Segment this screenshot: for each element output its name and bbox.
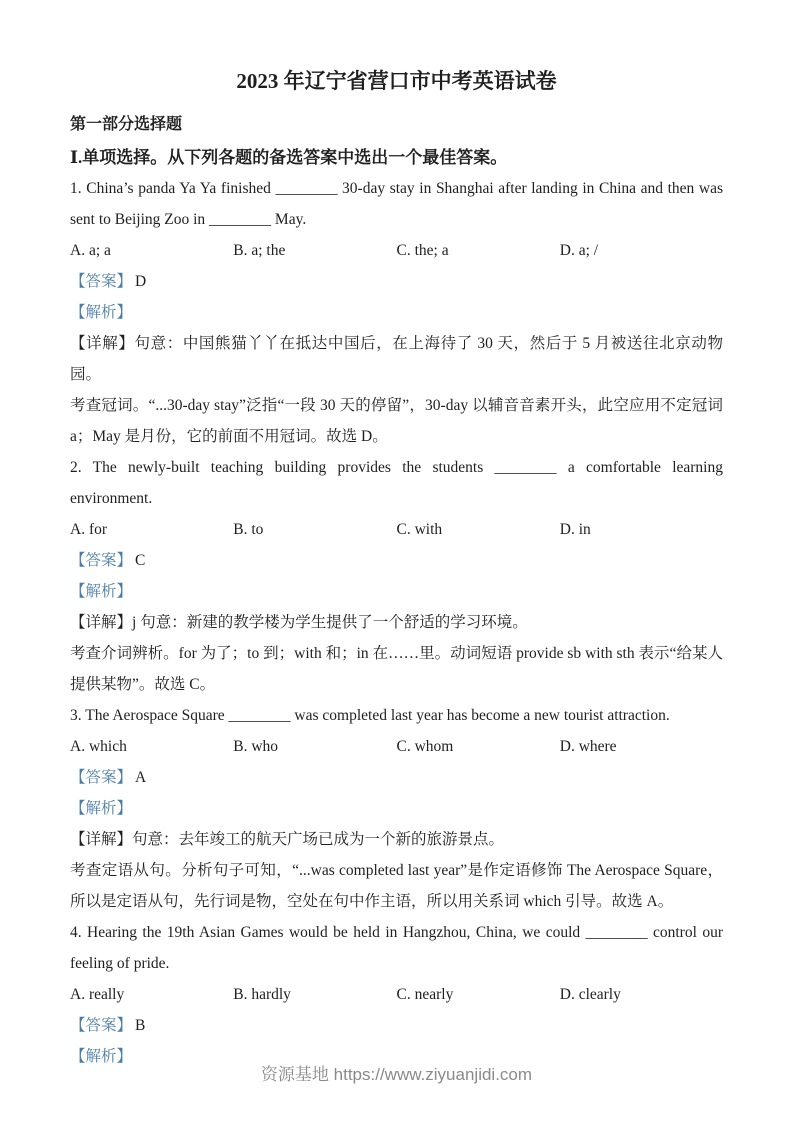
question-stem: 4. Hearing the 19th Asian Games would be held in Hangzhou, China, we could ________ control our feeling of pride. xyxy=(70,924,723,972)
answer-line xyxy=(70,545,723,576)
analysis-label-line xyxy=(70,576,723,607)
option-d: D. clearly xyxy=(559,986,621,1003)
detail-paragraph xyxy=(70,328,723,390)
options-row xyxy=(70,731,723,762)
question-4 xyxy=(70,917,723,1072)
analysis-paragraph: 考查定语从句。分析句子可知，“...was completed last year”是作定语修饰 The Aerospace Square，所以是定语从句，先行词是物，空处在句中作主语，所以用关系词 which 引导。故选 A。 xyxy=(70,862,723,910)
option-c: C. the; a xyxy=(396,242,449,259)
options-row xyxy=(70,514,723,545)
analysis-paragraph: 考查介词辨析。for 为了；to 到；with 和；in 在……里。动词短语 provide sb with sth 表示“给某人提供某物”。故选 C。 xyxy=(70,645,723,693)
option-b: B. hardly xyxy=(233,986,291,1003)
question-2 xyxy=(70,452,723,700)
detail-paragraph xyxy=(70,607,723,638)
analysis-label: 【解析】 xyxy=(70,583,133,600)
option-a: A. for xyxy=(70,521,108,538)
answer-line xyxy=(70,762,723,793)
section-instruction: Ⅰ.单项选择。从下列各题的备选答案中选出一个最佳答案。 xyxy=(70,148,508,167)
question-stem: 2. The newly-built teaching building provides the students ________ a comfortable learning environment. xyxy=(70,459,723,507)
option-d: D. in xyxy=(559,521,591,538)
detail-label: 【详解】 xyxy=(70,614,133,631)
question-3 xyxy=(70,700,723,917)
option-a: A. really xyxy=(70,986,125,1003)
answer-label: 【答案】 xyxy=(70,769,133,786)
footer-link[interactable]: 资源基地 https://www.ziyuanjidi.com xyxy=(260,1065,533,1084)
answer-label: 【答案】 xyxy=(70,552,133,569)
part-heading: 第一部分选择题 xyxy=(70,116,183,133)
option-a: A. which xyxy=(70,738,127,755)
answer-label: 【答案】 xyxy=(70,273,133,290)
option-b: B. a; the xyxy=(233,242,286,259)
detail-text: j 句意：新建的教学楼为学生提供了一个舒适的学习环境。 xyxy=(132,614,528,631)
answer-label: 【答案】 xyxy=(70,1017,133,1034)
answer-line xyxy=(70,1010,723,1041)
option-b: B. who xyxy=(233,738,279,755)
option-d: D. a; / xyxy=(559,242,599,259)
detail-text: 句意：去年竣工的航天广场已成为一个新的旅游景点。 xyxy=(132,831,505,848)
options-row xyxy=(70,979,723,1010)
question-stem: 1. China’s panda Ya Ya finished ________ 30-day stay in Shanghai after landing in China and then was sent to Beijing Zoo in ________ May. xyxy=(70,180,723,228)
detail-label: 【详解】 xyxy=(70,831,133,848)
question-1 xyxy=(70,173,723,452)
answer-value: A xyxy=(135,769,147,786)
analysis-label: 【解析】 xyxy=(70,304,133,321)
analysis-label-line xyxy=(70,793,723,824)
page-title: 2023 年辽宁省营口市中考英语试卷 xyxy=(236,69,557,93)
answer-value: D xyxy=(135,273,147,290)
analysis-label-line xyxy=(70,297,723,328)
question-stem: 3. The Aerospace Square ________ was completed last year has become a new tourist attraction. xyxy=(70,707,670,724)
option-b: B. to xyxy=(233,521,264,538)
option-a: A. a; a xyxy=(70,242,111,259)
answer-value: B xyxy=(135,1017,146,1034)
detail-text: 句意：中国熊猫丫丫在抵达中国后，在上海待了 30 天，然后于 5 月被送往北京动物园。 xyxy=(70,335,723,383)
options-row xyxy=(70,235,723,266)
answer-line xyxy=(70,266,723,297)
option-d: D. where xyxy=(559,738,617,755)
option-c: C. nearly xyxy=(396,986,454,1003)
option-c: C. with xyxy=(396,521,443,538)
detail-paragraph xyxy=(70,824,723,855)
footer xyxy=(0,1062,793,1088)
analysis-label: 【解析】 xyxy=(70,800,133,817)
answer-value: C xyxy=(135,552,146,569)
detail-label: 【详解】 xyxy=(70,335,135,352)
analysis-paragraph: 考查冠词。“...30-day stay”泛指“一段 30 天的停留”，30-day 以辅音音素开头，此空应用不定冠词 a；May 是月份，它的前面不用冠词。故选 D。 xyxy=(70,397,723,445)
option-c: C. whom xyxy=(396,738,454,755)
analysis-label: 【解析】 xyxy=(70,1048,133,1065)
